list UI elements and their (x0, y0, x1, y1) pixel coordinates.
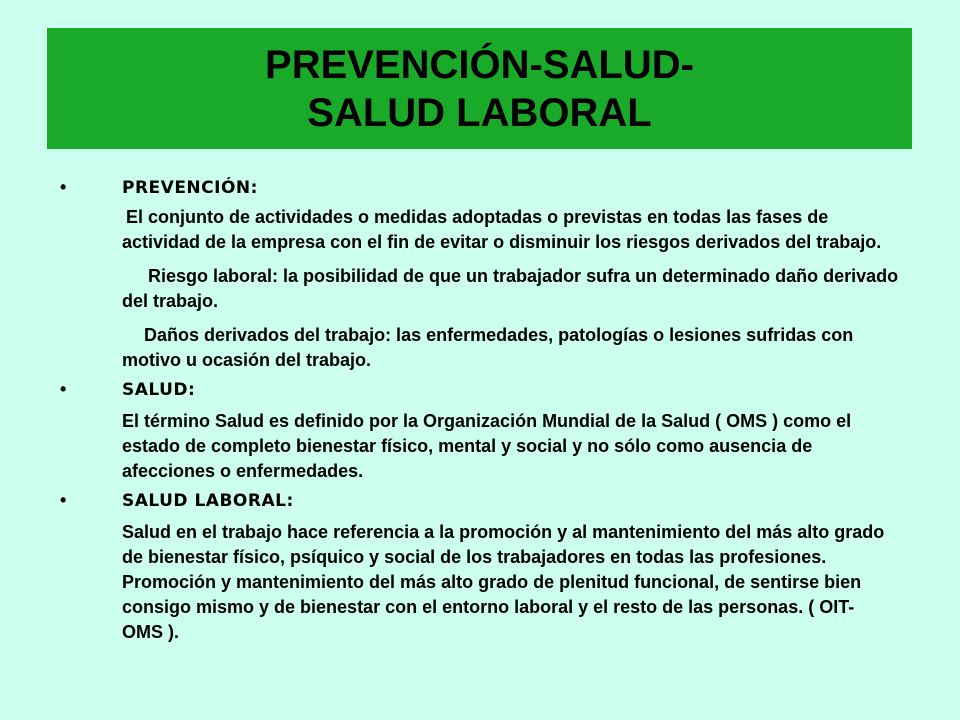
bullet-point: • (60, 490, 67, 510)
heading-prevencion: PREVENCIÓN: (122, 178, 258, 198)
slide-body (60, 175, 900, 645)
bullet-prevencion (60, 175, 900, 199)
paragraph-salud-definition: El término Salud es definido por la Organización Mundial de la Salud ( OMS ) como el estado de completo bienestar físico, mental y social y no sólo como ausencia de afecciones o enfermedades. (122, 411, 852, 481)
bullet-salud (60, 377, 900, 401)
bullet-point: • (60, 177, 67, 197)
bullet-point: • (60, 379, 67, 399)
heading-salud-laboral: SALUD LABORAL: (122, 491, 294, 511)
slide-title-line-1: PREVENCIÓN-SALUD- (265, 42, 694, 87)
paragraph-salud-laboral-definition: Salud en el trabajo hace referencia a la promoción y al mantenimiento del más alto grado de bienestar físico, psíquico y social de los trabajadores en todas las profesiones. Promoción y mantenimiento del más alto grado de plenitud funcional, de sentirse bien consigo mismo y de bienestar con el entorno laboral y el resto de las personas. ( OIT- OMS ). (122, 522, 885, 642)
bullet-salud-laboral (60, 488, 900, 512)
paragraph-riesgo-laboral: Riesgo laboral: la posibilidad de que un trabajador sufra un determinado daño derivado del trabajo. (122, 266, 899, 311)
paragraph-danos-derivados: Daños derivados del trabajo: las enfermedades, patologías o lesiones sufridas con motivo u ocasión del trabajo. (122, 325, 854, 370)
paragraph-prevencion-definition: El conjunto de actividades o medidas adoptadas o previstas en todas las fases de actividad de la empresa con el fin de evitar o disminuir los riesgos derivados del trabajo. (122, 207, 882, 252)
title-banner (47, 28, 912, 149)
slide-title-line-2: SALUD LABORAL (307, 90, 652, 135)
heading-salud: SALUD: (122, 380, 196, 400)
